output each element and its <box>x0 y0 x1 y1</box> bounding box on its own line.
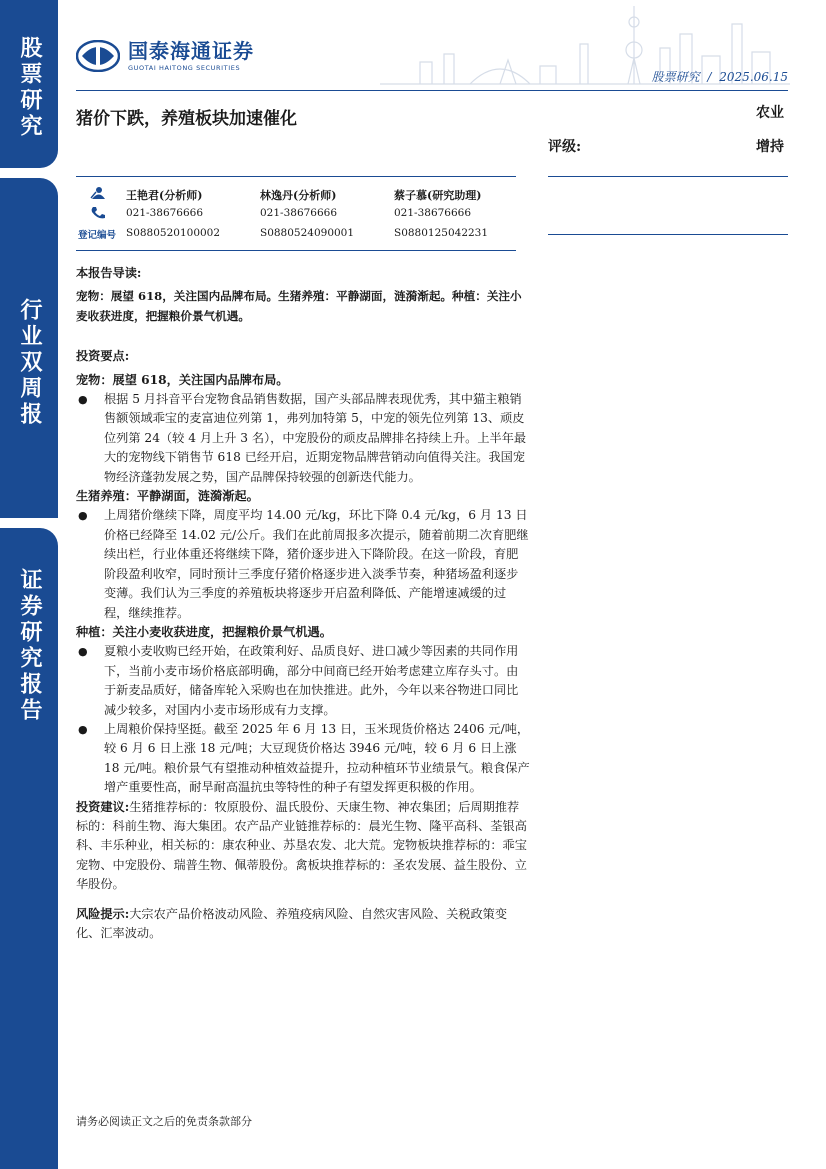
pet-heading: 宠物：展望 618，关注国内品牌布局。 <box>76 372 289 387</box>
sidebar-text-1: 股票研究 <box>17 36 42 140</box>
report-title: 猪价下跌，养殖板块加速催化 <box>76 109 297 129</box>
header-divider <box>76 90 788 91</box>
hog-bullet: ● 上周猪价继续下降，周度平均 14.00 元/kg，环比下降 0.4 元/kg，6 月 13 日价格已经降至 14.02 元/公斤。我们在此前周报多次提示，随着前期二次育肥继续出栏，行业体重还将继续下降，猪价逐步进入下降阶段。在这一阶段，育肥阶段盈利收窄，同时预计三季度仔猪价格逐步进入淡季节奏，种猪场盈利逐步变薄。我们认为三季度的养殖板块将逐步开启盈利降低、产能增速减缓的过程，继续推荐。 <box>76 506 530 622</box>
analyst-name: 林逸丹(分析师) <box>260 189 337 202</box>
sidebar-block-stock-research <box>0 0 58 168</box>
report-type-date <box>652 68 788 85</box>
sidebar-block-securities-report <box>0 528 58 1169</box>
rating-label: 评级: <box>548 139 582 155</box>
logo-english-name: GUOTAI HAITONG SECURITIES <box>128 64 241 72</box>
investment-advice <box>76 798 530 895</box>
guide-heading: 本报告导读: <box>76 266 142 280</box>
pet-bullet: ● 根据 5 月抖音平台宠物食品销售数据，国产头部品牌表现优秀，其中猫主粮销售额领域乖宝的麦富迪位列第 1，弗列加特第 5，中宠的领先位列第 13、顽皮位列第 24（较 4 月上升 3 名），中宠股份的顽皮品牌排名持续上升。上半年最大的宠物线下销售节 618 已经开启，近期宠物品牌营销动向值得关注。我国宠物经济蓬勃发展之势，国产品牌保持较强的创新迭代能力。 <box>76 390 530 487</box>
guide-text: 宠物：展望 618，关注国内品牌布局。生猪养殖：平静湖面，涟漪渐起。种植：关注小麦收获进度，把握粮价景气机遇。 <box>76 289 522 323</box>
industry-label: 农业 <box>756 105 784 121</box>
crop-bullet-prices: ● 上周粮价保持坚挺。截至 2025 年 6 月 13 日，玉米现货价格达 2406 元/吨，较 6 月 6 日上涨 18 元/吨；大豆现货价格达 3946 元/吨，较 6 月 6 日上涨 18 元/吨。粮价景气有望推动种植效益提升，拉动种植环节业绩景气。粮食保产增产重要性高，耐旱耐高温抗虫等特性的种子有望发挥更积极的作用。 <box>76 720 530 798</box>
analyst-phone: 021-38676666 <box>126 207 204 219</box>
section-gap <box>76 895 530 905</box>
right-divider-top <box>548 176 788 177</box>
crop-bullet-wheat: ● 夏粮小麦收购已经开始，在政策利好、品质良好、进口减少等因素的共同作用下，当前小麦市场价格底部明确，部分中间商已经开始考虑建立库存头寸。由于新麦品质好，储备库轮入采购也在加快推进。此外，今年以来谷物进口同比减少较多，对国内小麦市场形成有力支撑。 <box>76 642 530 720</box>
sidebar-text-3: 证券研究报告 <box>17 568 42 724</box>
risk-label: 风险提示: <box>76 906 130 921</box>
left-sidebar <box>0 0 58 1169</box>
analyst-phone: 021-38676666 <box>394 207 472 219</box>
analyst-reg-number: S0880125042231 <box>394 227 489 239</box>
analyst-name: 王艳君(分析师) <box>126 189 203 202</box>
analyst-name-row <box>76 184 516 204</box>
report-body <box>76 264 530 943</box>
analyst-table <box>76 184 516 244</box>
analyst-divider-bottom <box>76 250 516 251</box>
advice-text: 生猪推荐标的：牧原股份、温氏股份、天康生物、神农集团；后周期推荐标的：科前生物、海大集团。农产品产业链推荐标的：晨光生物、隆平高科、荃银高科、丰乐种业，相关标的：康农种业、苏垦农发、北大荒。宠物板块推荐标的：乖宝宠物、中宠股份、瑞普生物、佩蒂股份。禽板块推荐标的：圣农发展、益生股份、立华股份。 <box>76 799 527 892</box>
analyst-divider-top <box>76 176 516 177</box>
analyst-name: 蔡子慕(研究助理) <box>394 189 482 202</box>
rating-value: 增持 <box>756 139 784 155</box>
crop-heading: 种植：关注小麦收获进度，把握粮价景气机遇。 <box>76 624 332 639</box>
logo-mark-icon <box>76 40 120 72</box>
header-separator: / <box>707 70 712 84</box>
analyst-phone-row <box>76 204 516 224</box>
contact-card-icon <box>90 186 106 200</box>
disclaimer-footer: 请务必阅读正文之后的免责条款部分 <box>76 1115 252 1128</box>
logo-chinese-name: 国泰海通证券 <box>128 39 254 63</box>
hog-heading: 生猪养殖：平静湖面，涟漪渐起。 <box>76 489 259 504</box>
analyst-reg-number: S0880520100002 <box>126 227 221 239</box>
sidebar-block-biweekly <box>0 178 58 518</box>
report-date: 2025.06.15 <box>719 70 788 84</box>
right-divider-bottom <box>548 234 788 235</box>
analyst-reg-row <box>76 224 516 244</box>
analyst-reg-number: S0880524090001 <box>260 227 355 239</box>
company-logo <box>76 38 326 74</box>
phone-icon <box>90 206 106 220</box>
risk-text: 大宗农产品价格波动风险、养殖疫病风险、自然灾害风险、关税政策变化、汇率波动。 <box>76 906 508 940</box>
risk-warning <box>76 905 530 944</box>
sidebar-text-2: 行业双周报 <box>17 298 42 428</box>
registration-label: 登记编号 <box>78 230 117 241</box>
points-heading: 投资要点: <box>76 349 130 364</box>
advice-label: 投资建议: <box>76 799 130 814</box>
section-gap <box>76 326 530 347</box>
analyst-phone: 021-38676666 <box>260 207 338 219</box>
report-type: 股票研究 <box>651 70 700 84</box>
